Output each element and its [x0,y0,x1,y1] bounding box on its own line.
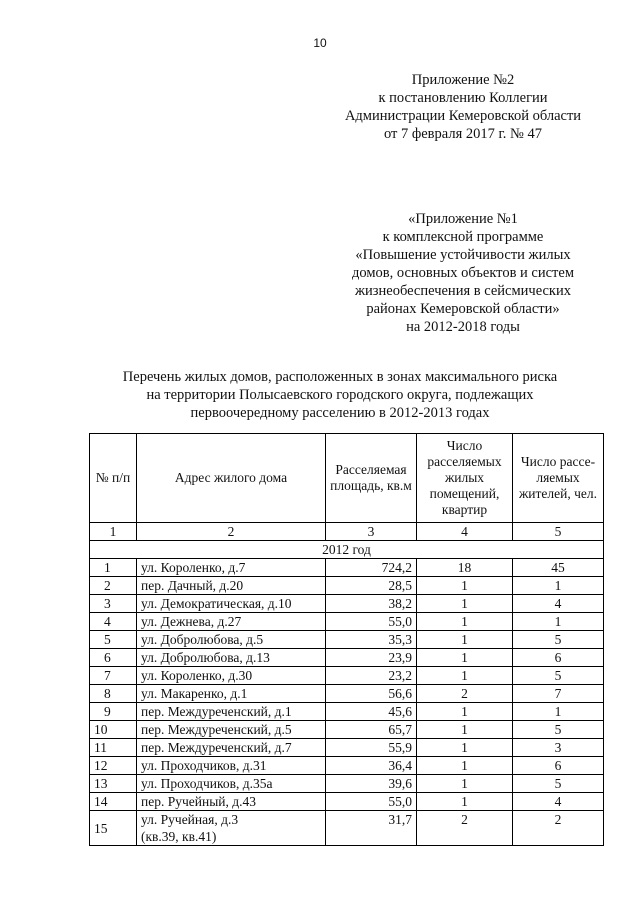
header-area: Расселяемая площадь, кв.м [326,434,417,523]
row-residents: 1 [513,703,604,721]
table-row [90,793,604,811]
appendix-2-line: к постановлению Коллегии [378,90,548,106]
row-number: 2 [90,577,137,595]
row-address: ул. Добролюбова, д.13 [137,649,326,667]
row-address: ул. Короленко, д.7 [137,559,326,577]
row-residents: 3 [513,739,604,757]
row-area: 35,3 [326,631,417,649]
row-apartments: 1 [417,595,513,613]
appendix-1-line: жизнеобеспечения в сейсмических [355,283,571,299]
row-number: 9 [90,703,137,721]
list-title-line: первоочередному расселению в 2012-2013 годах [190,405,490,421]
column-number: 3 [326,523,417,541]
appendix-1-line: домов, основных объектов и систем [351,265,575,281]
row-apartments: 2 [417,811,513,846]
row-address: ул. Проходчиков, д.31 [137,757,326,775]
table-row [90,739,604,757]
row-residents: 6 [513,649,604,667]
housing-table [89,433,604,846]
row-residents: 4 [513,595,604,613]
row-apartments: 1 [417,703,513,721]
row-apartments: 2 [417,685,513,703]
row-area: 724,2 [326,559,417,577]
row-area: 45,6 [326,703,417,721]
row-address: пер. Междуреченский, д.7 [137,739,326,757]
column-number: 2 [137,523,326,541]
row-residents: 1 [513,577,604,595]
header-address: Адрес жилого дома [137,434,326,523]
row-number: 12 [90,757,137,775]
row-address: ул. Добролюбова, д.5 [137,631,326,649]
list-title [60,368,620,422]
row-number: 5 [90,631,137,649]
row-residents: 5 [513,631,604,649]
appendix-1-header [318,210,608,336]
row-address: пер. Дачный, д.20 [137,577,326,595]
row-residents: 5 [513,721,604,739]
row-number: 10 [90,721,137,739]
row-residents: 45 [513,559,604,577]
table-row [90,595,604,613]
row-address: пер. Междуреченский, д.1 [137,703,326,721]
appendix-2-line: Приложение №2 [411,72,515,88]
list-title-line: на территории Полысаевского городского округа, подлежащих [146,387,534,403]
table-row [90,631,604,649]
appendix-2-header [298,71,628,143]
row-residents: 6 [513,757,604,775]
column-number: 1 [90,523,137,541]
row-apartments: 1 [417,649,513,667]
table-row [90,685,604,703]
row-area: 31,7 [326,811,417,846]
table-row [90,811,604,846]
row-address [137,811,326,846]
row-apartments: 1 [417,757,513,775]
row-apartments: 1 [417,577,513,595]
row-number: 6 [90,649,137,667]
row-apartments: 1 [417,739,513,757]
row-area: 28,5 [326,577,417,595]
column-number-row [90,523,604,541]
row-area: 36,4 [326,757,417,775]
table-row [90,667,604,685]
row-number: 7 [90,667,137,685]
table-row [90,775,604,793]
appendix-2-line: от 7 февраля 2017 г. № 47 [383,126,543,142]
list-title-line: Перечень жилых домов, расположенных в зонах максимального риска [122,369,558,385]
row-area: 65,7 [326,721,417,739]
row-apartments: 1 [417,793,513,811]
appendix-1-line: на 2012-2018 годы [406,319,520,335]
table-row [90,559,604,577]
header-residents: Число рассе-ляемых жителей, чел. [513,434,604,523]
row-apartments: 1 [417,667,513,685]
row-address: ул. Дежнева, д.27 [137,613,326,631]
row-address: пер. Междуреченский, д.5 [137,721,326,739]
row-number: 15 [90,811,137,846]
row-number: 8 [90,685,137,703]
row-address: ул. Короленко, д.30 [137,667,326,685]
row-apartments: 18 [417,559,513,577]
table-row [90,757,604,775]
row-apartments: 1 [417,631,513,649]
row-residents: 5 [513,775,604,793]
row-address: ул. Проходчиков, д.35а [137,775,326,793]
row-area: 23,9 [326,649,417,667]
row-residents: 2 [513,811,604,846]
appendix-1-line: к комплексной программе [382,229,544,245]
table-row [90,721,604,739]
row-area: 38,2 [326,595,417,613]
row-area: 55,0 [326,793,417,811]
row-number: 1 [90,559,137,577]
row-area: 55,0 [326,613,417,631]
section-label: 2012 год [90,541,604,559]
table-row [90,703,604,721]
row-address: пер. Ручейный, д.43 [137,793,326,811]
row-number: 14 [90,793,137,811]
column-number: 4 [417,523,513,541]
row-number: 3 [90,595,137,613]
header-num: № п/п [90,434,137,523]
row-address: ул. Демократическая, д.10 [137,595,326,613]
table-row [90,649,604,667]
appendix-1-line: «Приложение №1 [408,211,518,227]
appendix-1-line: «Повышение устойчивости жилых [355,247,571,263]
row-area: 23,2 [326,667,417,685]
row-number: 11 [90,739,137,757]
row-address-line: ул. Ручейная, д.3 [141,812,239,827]
table-row [90,613,604,631]
row-address: ул. Макаренко, д.1 [137,685,326,703]
row-area: 55,9 [326,739,417,757]
row-area: 56,6 [326,685,417,703]
row-residents: 4 [513,793,604,811]
row-apartments: 1 [417,721,513,739]
table-header-row [90,434,604,523]
row-number: 4 [90,613,137,631]
row-address-line: (кв.39, кв.41) [141,829,217,844]
header-apartments: Число расселяемых жилых помещений, квартир [417,434,513,523]
page-number: 10 [313,36,327,50]
row-number: 13 [90,775,137,793]
appendix-2-line: Администрации Кемеровской области [344,108,582,124]
row-area: 39,6 [326,775,417,793]
section-row [90,541,604,559]
row-residents: 7 [513,685,604,703]
row-residents: 5 [513,667,604,685]
table-row [90,577,604,595]
column-number: 5 [513,523,604,541]
row-apartments: 1 [417,613,513,631]
row-residents: 1 [513,613,604,631]
appendix-1-line: районах Кемеровской области» [366,301,560,317]
row-apartments: 1 [417,775,513,793]
